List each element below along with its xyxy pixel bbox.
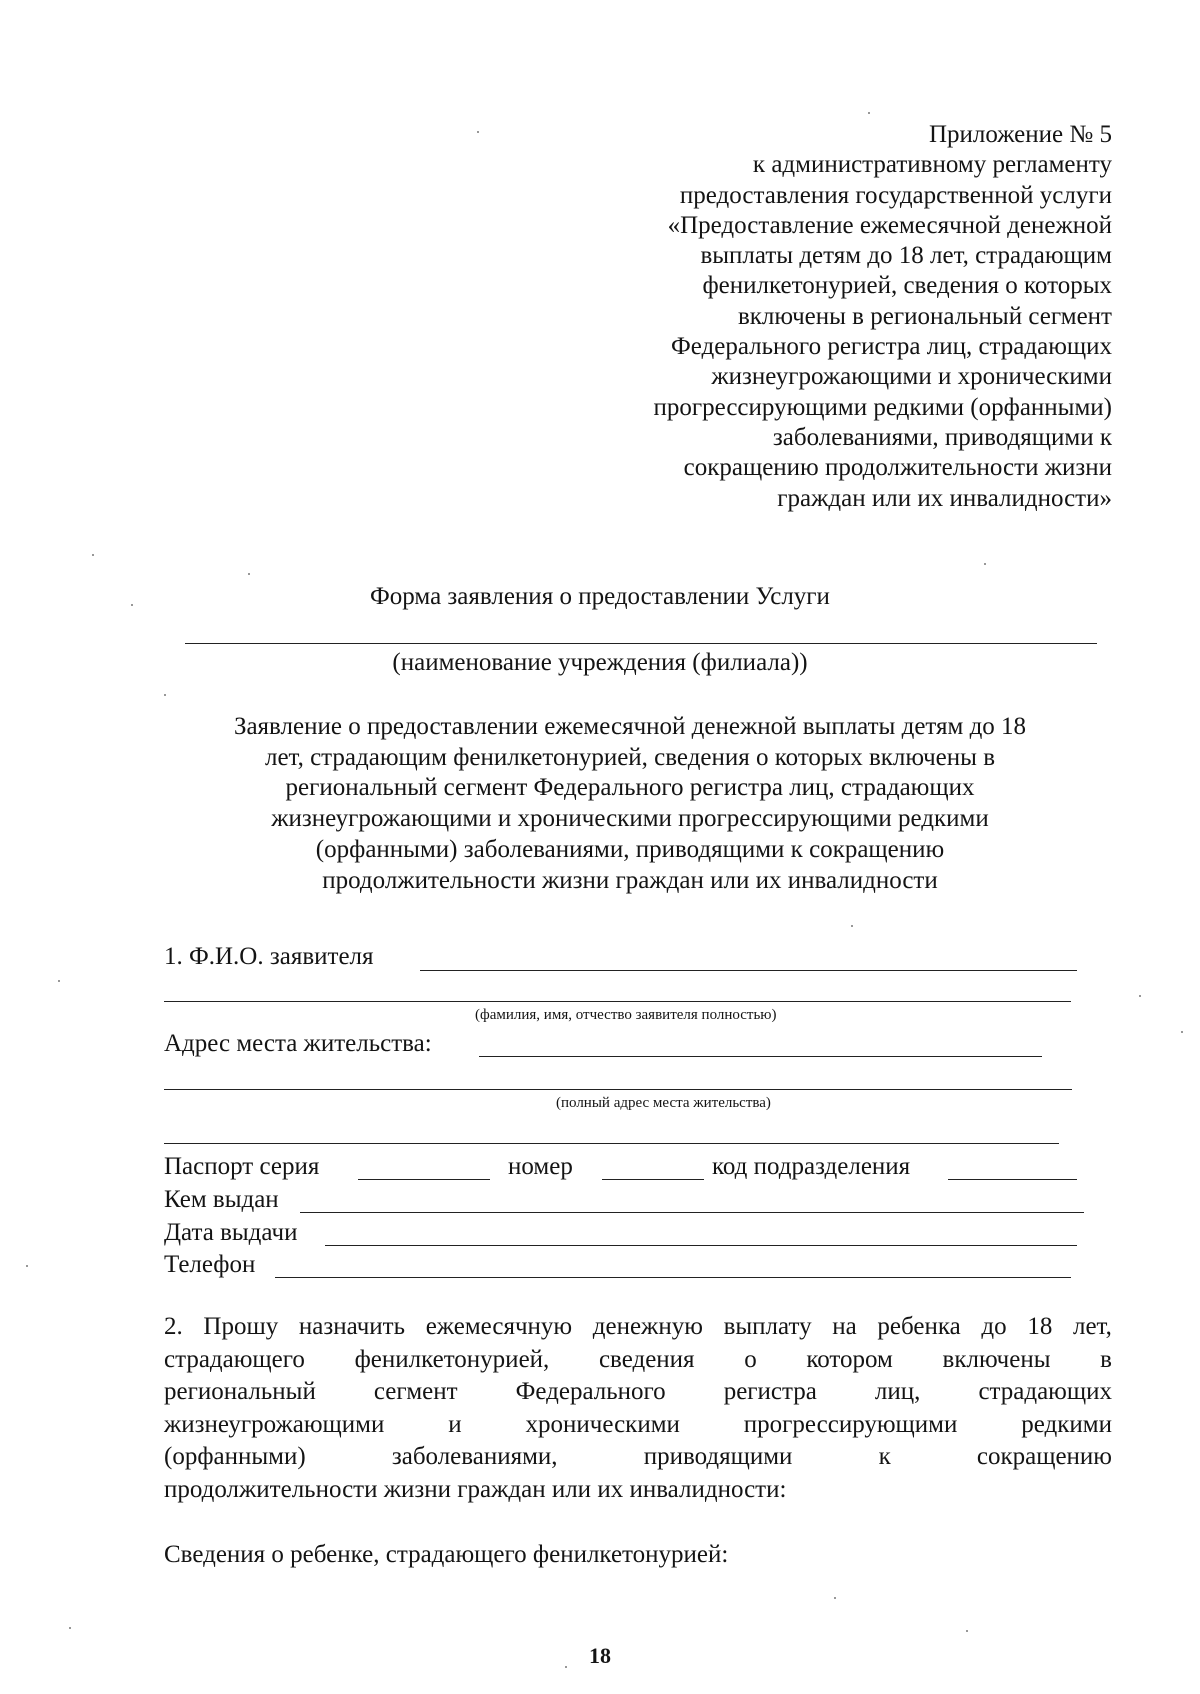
word: Прошу (203, 1313, 279, 1340)
fio-hint: (фамилия, имя, отчество заявителя полностью) (475, 1007, 777, 1023)
appendix-line: предоставления государственной услуги (679, 181, 1112, 209)
appendix-line: заболеваниями, приводящими к (772, 423, 1112, 451)
fio-label: 1. Ф.И.О. заявителя (164, 943, 374, 970)
application-title-line: жизнеугрожающими и хроническими прогрессирующими редкими (271, 805, 989, 833)
appendix-line: включены в региональный сегмент (737, 302, 1112, 330)
word: сведения (598, 1345, 695, 1373)
scan-speck (58, 980, 60, 982)
scan-speck (164, 694, 166, 696)
word: жизнеугрожающими (164, 1410, 385, 1438)
word: приводящими (643, 1443, 793, 1470)
word: к (878, 1443, 891, 1470)
issued-by-label: Кем выдан (164, 1186, 279, 1213)
institution-input-line[interactable] (185, 643, 1097, 644)
request-paragraph (164, 1311, 1112, 1506)
page-number: 18 (589, 1643, 611, 1668)
paragraph-last-line: продолжительности жизни граждан или их инвалидности: (164, 1475, 787, 1503)
word: региональный (164, 1378, 316, 1405)
scan-speck (984, 563, 986, 565)
word: ежемесячную (425, 1313, 573, 1340)
phone-label: Телефон (164, 1251, 256, 1278)
appendix-header (552, 120, 1112, 514)
fio-field[interactable] (420, 970, 1077, 971)
word: редкими (1021, 1410, 1112, 1438)
appendix-line: выплаты детям до 18 лет, страдающим (700, 242, 1112, 270)
word: о (744, 1345, 757, 1373)
word: котором (806, 1345, 893, 1373)
scan-speck (1181, 1031, 1183, 1033)
word: сокращению (976, 1443, 1112, 1470)
word: и (448, 1410, 462, 1438)
application-title-line: региональный сегмент Федерального регистра лиц, страдающих (285, 774, 975, 802)
word: 18 (1027, 1313, 1053, 1340)
scan-speck (1139, 995, 1141, 997)
passport-number-label: номер (508, 1153, 573, 1180)
scan-speck (26, 1265, 28, 1267)
appendix-line: к административному регламенту (752, 151, 1112, 179)
address-field-continued[interactable] (164, 1089, 1072, 1090)
phone-field[interactable] (275, 1277, 1071, 1278)
application-title-line: лет, страдающим фенилкетонурией, сведения о которых включены в (264, 743, 996, 771)
word: на (832, 1313, 857, 1340)
word: (орфанными) (164, 1443, 306, 1470)
issue-date-label: Дата выдачи (164, 1219, 298, 1246)
issued-by-field[interactable] (300, 1212, 1084, 1213)
scan-speck (834, 1597, 836, 1599)
address-hint: (полный адрес места жительства) (556, 1095, 771, 1111)
fio-field-continued[interactable] (164, 1001, 1071, 1002)
word: 2. (164, 1313, 183, 1340)
paragraph-line (164, 1441, 1112, 1474)
application-title (160, 712, 1100, 896)
appendix-line: прогрессирующими редкими (орфанными) (653, 393, 1112, 421)
institution-caption: (наименование учреждения (филиала)) (392, 649, 808, 676)
paragraph-line (164, 1376, 1112, 1409)
address-label: Адрес места жительства: (164, 1030, 432, 1057)
scan-speck (92, 554, 94, 556)
child-info-heading: Сведения о ребенке, страдающего фенилкетонурией: (164, 1541, 729, 1568)
scan-speck (565, 1666, 567, 1668)
address-field[interactable] (479, 1056, 1042, 1057)
passport-code-label: код подразделения (712, 1153, 911, 1180)
passport-code-field[interactable] (948, 1179, 1077, 1180)
word: страдающих (978, 1378, 1112, 1405)
appendix-line: жизнеугрожающими и хроническими (711, 363, 1112, 391)
scan-speck (868, 112, 870, 114)
passport-series-field[interactable] (358, 1179, 490, 1180)
address-extra-line[interactable] (164, 1143, 1059, 1144)
word: регистра (723, 1378, 817, 1405)
word: выплату (723, 1313, 812, 1340)
word: фенилкетонурией, (354, 1345, 550, 1373)
word: включены (942, 1345, 1051, 1373)
word: прогрессирующими (743, 1410, 958, 1438)
application-title-line: (орфанными) заболеваниями, приводящими к сокращению (315, 835, 945, 863)
word: заболеваниями, (391, 1443, 558, 1470)
appendix-line: Федерального регистра лиц, страдающих (671, 333, 1112, 361)
application-title-line: Заявление о предоставлении ежемесячной денежной выплаты детям до 18 (233, 713, 1027, 740)
passport-number-field[interactable] (602, 1179, 704, 1180)
word: хроническими (525, 1410, 680, 1438)
paragraph-line (164, 1344, 1112, 1377)
appendix-line: «Предоставление ежемесячной денежной (667, 211, 1112, 239)
appendix-line: граждан или их инвалидности» (777, 484, 1112, 512)
word: Федерального (515, 1378, 666, 1405)
word: денежную (592, 1313, 703, 1340)
scan-speck (477, 131, 479, 133)
appendix-line: фенилкетонурией, сведения о которых (702, 272, 1112, 300)
scan-speck (69, 1627, 71, 1629)
paragraph-line (164, 1409, 1112, 1442)
issue-date-field[interactable] (325, 1245, 1077, 1246)
word: страдающего (164, 1345, 305, 1373)
word: в (1100, 1345, 1112, 1373)
word: сегмент (373, 1378, 458, 1405)
word: лиц, (874, 1378, 921, 1405)
scan-speck (248, 573, 250, 575)
application-title-line: продолжительности жизни граждан или их инвалидности (322, 866, 938, 894)
scan-speck (966, 1630, 968, 1632)
appendix-line: Приложение № 5 (928, 121, 1112, 148)
scan-speck (851, 925, 853, 927)
word: назначить (298, 1313, 406, 1340)
paragraph-line (164, 1311, 1112, 1344)
word: лет, (1072, 1313, 1112, 1340)
word: до (981, 1313, 1007, 1340)
appendix-line: сокращению продолжительности жизни (683, 454, 1112, 482)
word: ребенка (877, 1313, 961, 1340)
form-title: Форма заявления о предоставлении Услуги (370, 583, 830, 610)
passport-series-label: Паспорт серия (164, 1153, 320, 1180)
scan-speck (131, 604, 133, 606)
